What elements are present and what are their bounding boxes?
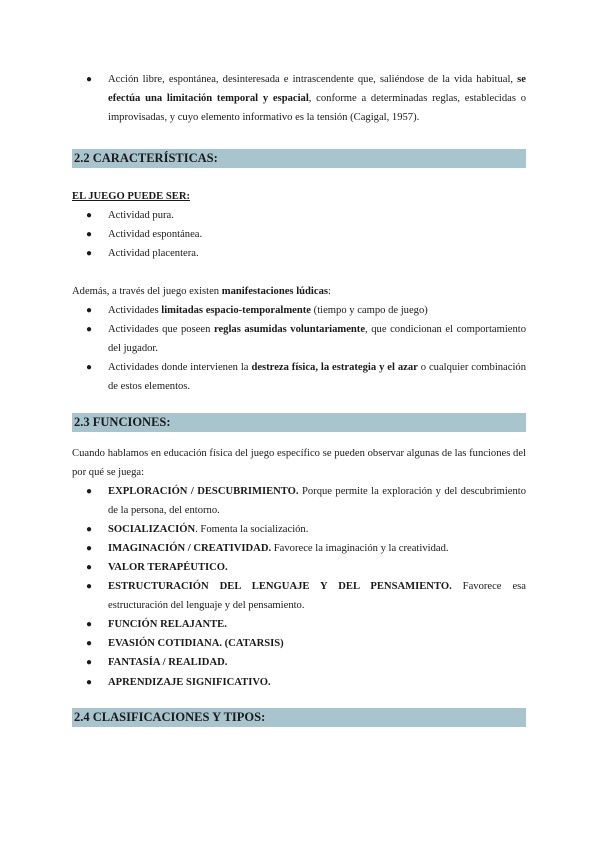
bullet-text: Actividad pura.: [108, 210, 174, 221]
bullet-icon: ●: [86, 524, 93, 535]
bold-text: reglas asumidas voluntariamente: [213, 324, 366, 335]
bullet-text: [108, 482, 526, 520]
bold-text: manifestaciones lúdicas: [221, 286, 328, 297]
bullet-text: [108, 520, 526, 539]
bullet-text: [108, 70, 526, 127]
bullet-text: [108, 653, 526, 672]
bold-text: FUNCIÓN RELAJANTE.: [108, 619, 227, 630]
bullet-icon: ●: [86, 74, 93, 85]
list-item: [86, 539, 526, 558]
list-item: [86, 520, 526, 539]
bullet-icon: ●: [86, 619, 93, 630]
text-run: . Fomenta la socialización.: [195, 524, 309, 535]
bullet-icon: ●: [86, 657, 93, 668]
bullet-text: [108, 673, 526, 692]
bullet-text: [108, 634, 526, 653]
bullet-icon: ●: [86, 638, 93, 649]
bold-text: EXPLORACIÓN / DESCUBRIMIENTO.: [108, 486, 299, 497]
bullet-text: [108, 539, 526, 558]
text-run: Favorece la imaginación y la creatividad.: [271, 543, 449, 554]
bullet-text: [108, 358, 526, 396]
section-heading: 2.2 CARACTERÍSTICAS:: [72, 149, 526, 168]
bullet-text: [108, 301, 526, 320]
bold-text: FANTASÍA / REALIDAD.: [108, 657, 228, 668]
paragraph: [72, 282, 526, 301]
bullet-icon: ●: [86, 581, 93, 592]
bold-text: APRENDIZAJE SIGNIFICATIVO.: [108, 677, 271, 688]
bullet-icon: ●: [86, 229, 93, 240]
bold-text: EVASIÓN COTIDIANA. (CATARSIS): [108, 638, 284, 649]
text-run: Actividades que poseen: [108, 324, 214, 335]
bullet-icon: ●: [86, 562, 93, 573]
list-item: [86, 320, 526, 358]
list-item: [86, 482, 526, 520]
bold-text: limitadas espacio-temporalmente: [161, 305, 312, 316]
text-run: , que condicionan el comportamiento del jugador.: [108, 324, 527, 354]
text-run: Actividades donde intervienen la: [108, 362, 252, 373]
text-run: Acción libre, espontánea, desinteresada e intrascendente que, saliéndose de la vida habitual,: [108, 74, 514, 85]
bullet-icon: ●: [86, 210, 93, 221]
list-item: [86, 301, 526, 320]
bullet-icon: ●: [86, 362, 93, 373]
bold-text: SOCIALIZACIÓN: [108, 524, 196, 535]
list-item: [86, 244, 526, 263]
bold-text: destreza física, la estrategia y el azar: [251, 362, 418, 373]
list-item: [86, 206, 526, 225]
text-run: Actividades: [108, 305, 162, 316]
text-run: o cualquier combinación de estos elementos.: [108, 362, 526, 392]
list-item: [86, 358, 526, 396]
bold-text: ESTRUCTURACIÓN DEL LENGUAJE Y DEL PENSAMIENTO.: [108, 581, 452, 592]
bullet-text: [108, 320, 526, 358]
bold-text: IMAGINACIÓN / CREATIVIDAD.: [108, 543, 272, 554]
list-item: [86, 615, 526, 634]
text-run: (tiempo y campo de juego): [311, 305, 428, 316]
bullet-icon: ●: [86, 324, 93, 335]
list-item: [86, 673, 526, 692]
bold-text: VALOR TERAPÉUTICO.: [108, 562, 228, 573]
section-heading: 2.3 FUNCIONES:: [72, 413, 526, 432]
section-subtitle: EL JUEGO PUEDE SER:: [72, 191, 191, 202]
text-run: Favorece esa estructuración del lenguaje y del pensamiento.: [108, 581, 526, 611]
bullet-icon: ●: [86, 305, 93, 316]
bullet-text: [108, 577, 526, 615]
text-run: :: [327, 286, 331, 297]
list-item: [86, 558, 526, 577]
bullet-icon: ●: [86, 543, 93, 554]
bullet-text: Actividad placentera.: [108, 248, 199, 259]
bullet-icon: ●: [86, 248, 93, 259]
text-run: Además, a través del juego existen: [72, 286, 222, 297]
list-item: [86, 225, 526, 244]
list-item: [86, 70, 526, 127]
text-run: , conforme a determinadas reglas, establecidas o improvisadas, y cuyo elemento informativo es la tensión (Cagigal, 1957).: [108, 93, 526, 123]
text-run: Porque permite la exploración y del descubrimiento de la persona, del entorno.: [108, 486, 526, 516]
section-heading: 2.4 CLASIFICACIONES Y TIPOS:: [72, 708, 526, 727]
bold-text: se efectúa una limitación temporal y espacial: [108, 74, 526, 104]
bullet-text: [108, 615, 526, 634]
bullet-icon: ●: [86, 486, 93, 497]
list-item: [86, 577, 526, 615]
bullet-text: [108, 558, 526, 577]
bullet-icon: ●: [86, 677, 93, 688]
list-item: [86, 634, 526, 653]
paragraph: Cuando hablamos en educación física del juego específico se pueden observar algunas de las funciones del por qué se juega:: [72, 448, 526, 478]
bullet-text: Actividad espontánea.: [108, 229, 203, 240]
list-item: [86, 653, 526, 672]
